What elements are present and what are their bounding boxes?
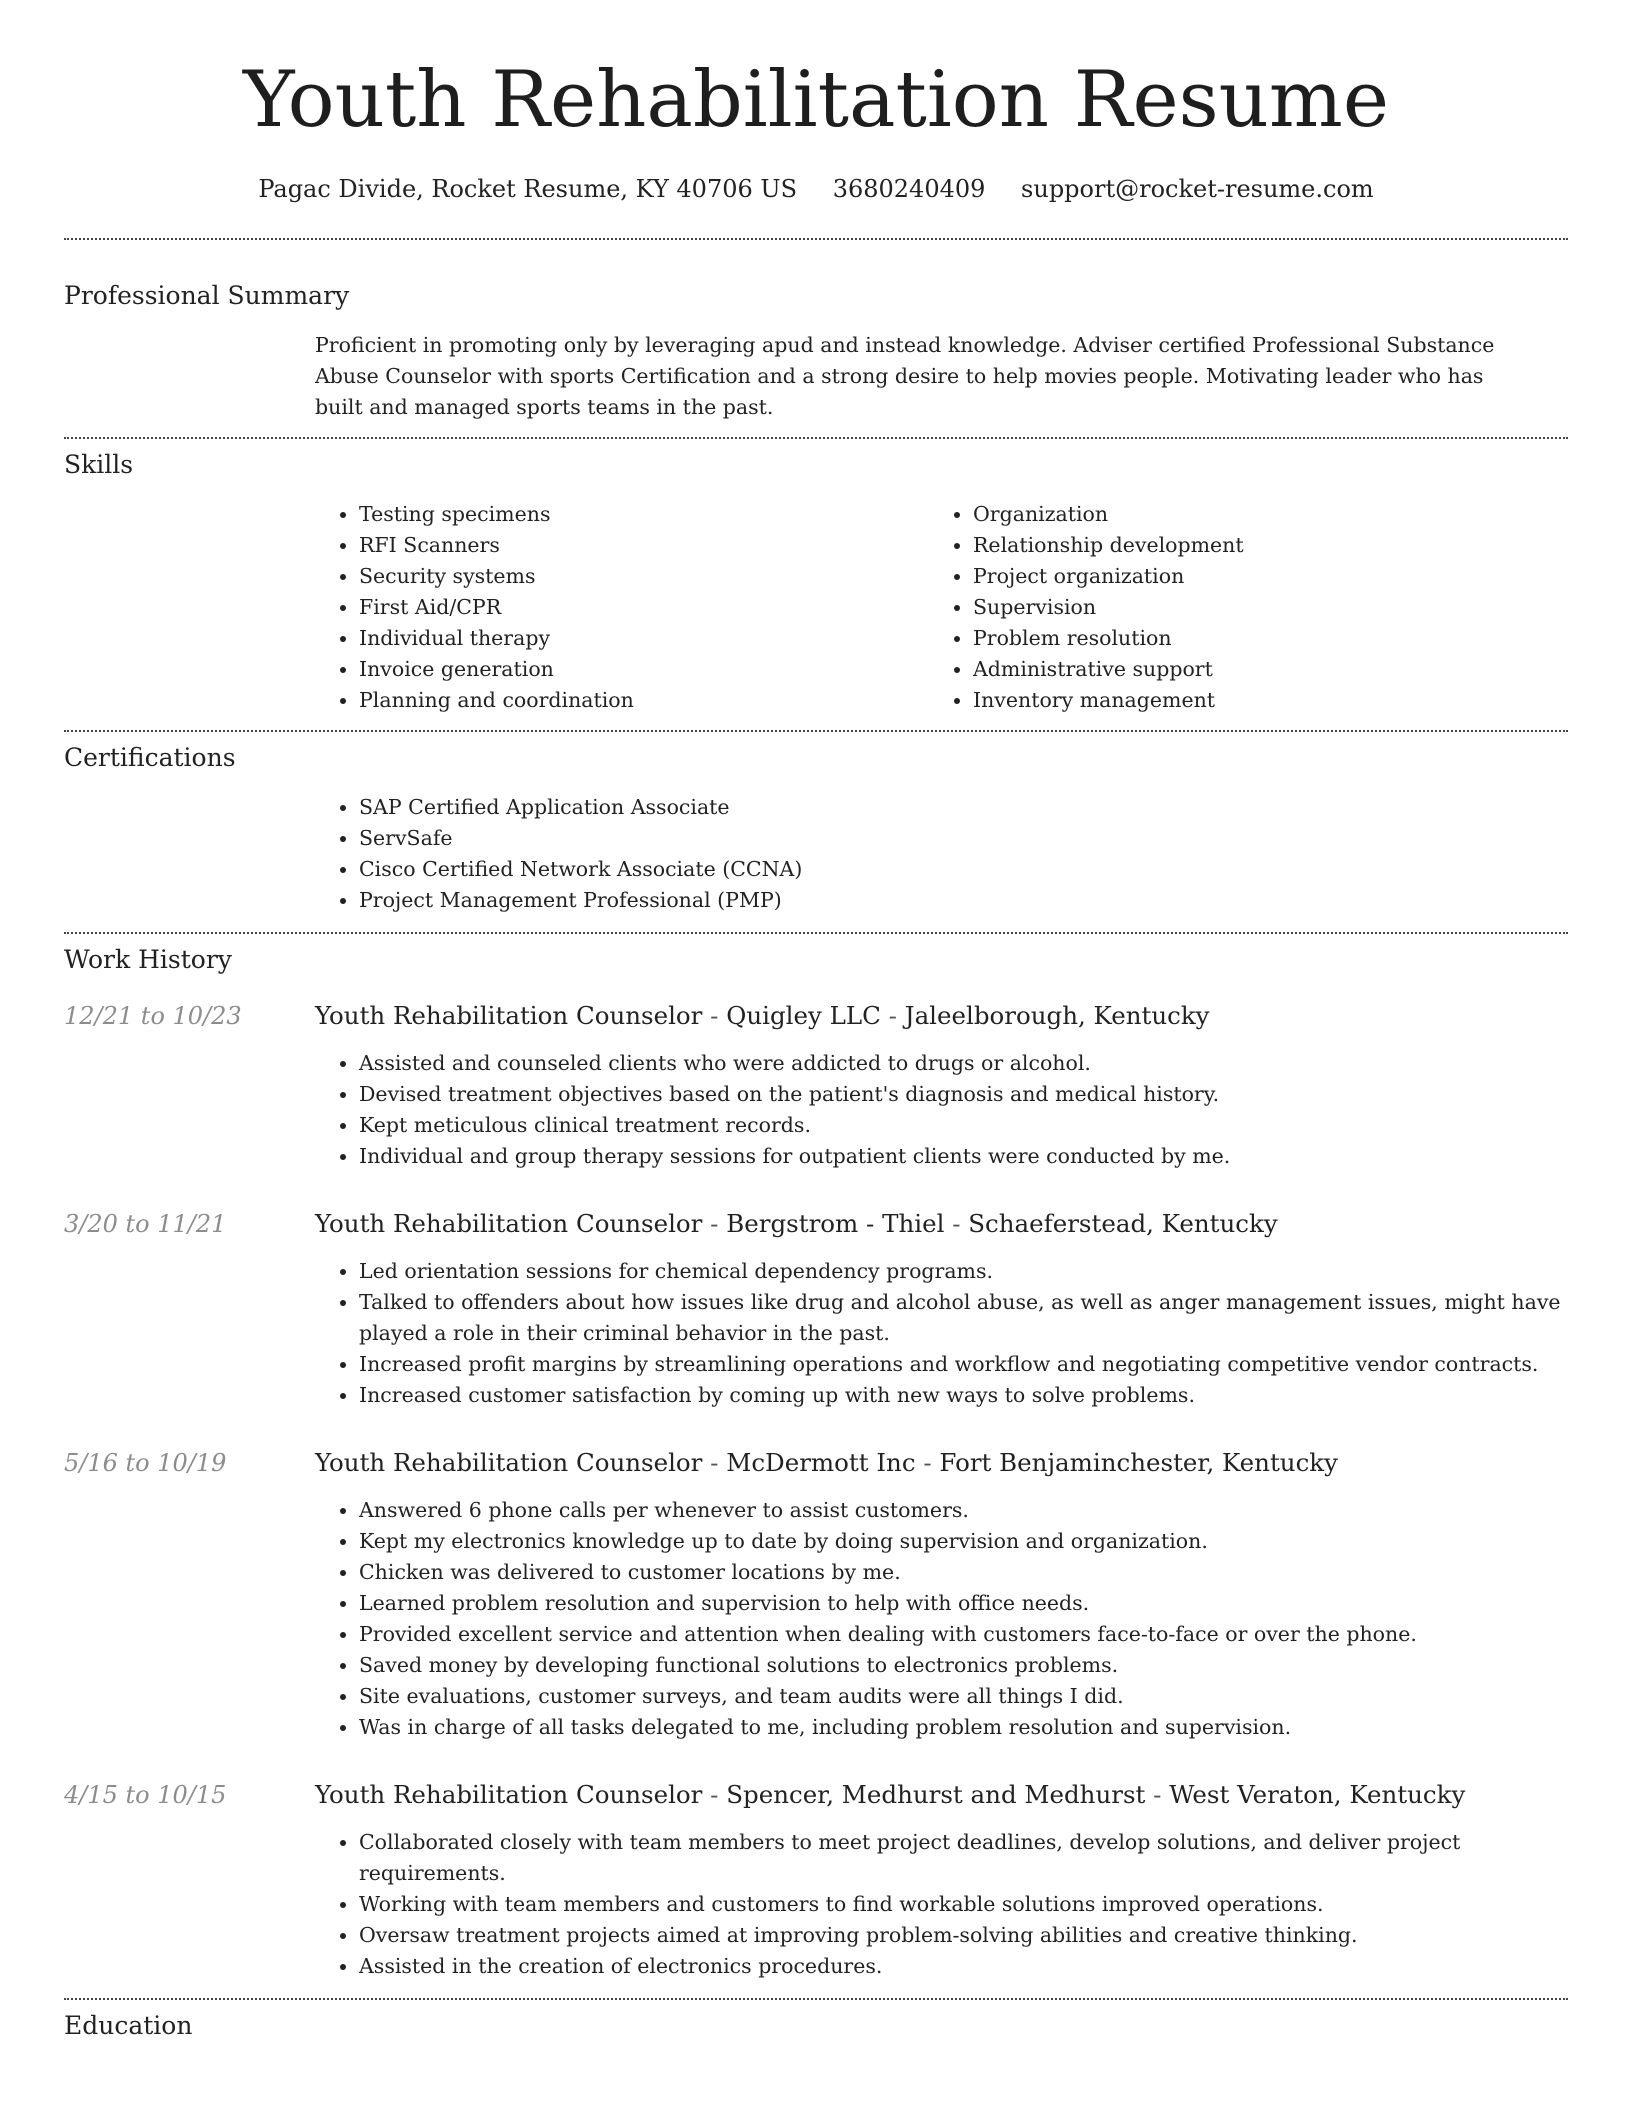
list-item: • Saved money by developing functional solutions to electronics problems. xyxy=(359,1650,1568,1681)
job-location: Fort Benjaminchester, Kentucky xyxy=(939,1448,1338,1477)
list-item: • Individual and group therapy sessions for outpatient clients were conducted by me. xyxy=(359,1141,1568,1172)
job-dates: 12/21 to 10/23 xyxy=(64,1002,242,1030)
list-item: • Testing specimens xyxy=(359,499,929,530)
job-location: West Veraton, Kentucky xyxy=(1169,1780,1466,1809)
contact-phone: 3680240409 xyxy=(832,175,986,203)
job-entry xyxy=(64,1000,1568,1172)
list-item: • Invoice generation xyxy=(359,654,929,685)
list-item: • Collaborated closely with team members to meet project deadlines, develop solutions, and deliver project requirements. xyxy=(359,1827,1568,1889)
job-dates: 4/15 to 10/15 xyxy=(64,1781,227,1809)
contact-address: Pagac Divide, Rocket Resume, KY 40706 US xyxy=(258,175,798,203)
job-heading: Youth Rehabilitation Counselor - Bergstrom - Thiel - Schaeferstead, Kentucky xyxy=(315,1209,1278,1238)
list-item: • Problem resolution xyxy=(973,623,1543,654)
list-item: • Talked to offenders about how issues like drug and alcohol abuse, as well as anger management issues, might have played a role in their criminal behavior in the past. xyxy=(359,1287,1568,1349)
job-bullets xyxy=(315,1827,1568,1982)
work-section xyxy=(64,934,1568,1998)
job-entry xyxy=(64,1208,1568,1411)
job-heading: Youth Rehabilitation Counselor - Spencer, Medhurst and Medhurst - West Veraton, Kentucky xyxy=(315,1780,1466,1809)
job-role: Youth Rehabilitation Counselor xyxy=(315,1448,703,1477)
skills-section xyxy=(64,439,1568,730)
job-bullets xyxy=(315,1048,1568,1172)
education-section xyxy=(64,2000,1568,2042)
job-bullets xyxy=(315,1256,1568,1411)
job-entry xyxy=(64,1447,1568,1743)
list-item: • Increased customer satisfaction by coming up with new ways to solve problems. xyxy=(359,1380,1568,1411)
list-item: • ServSafe xyxy=(359,823,1568,854)
skills-list-left xyxy=(315,499,929,716)
job-role: Youth Rehabilitation Counselor xyxy=(315,1209,703,1238)
list-item: • RFI Scanners xyxy=(359,530,929,561)
list-item: • Site evaluations, customer surveys, and team audits were all things I did. xyxy=(359,1681,1568,1712)
certifications-heading: Certifications xyxy=(64,743,236,772)
list-item: • Working with team members and customers to find workable solutions improved operations. xyxy=(359,1889,1568,1920)
list-item: • Inventory management xyxy=(973,685,1543,716)
job-bullets xyxy=(315,1495,1568,1743)
list-item: • First Aid/CPR xyxy=(359,592,929,623)
job-company: McDermott Inc xyxy=(726,1448,916,1477)
certifications-section xyxy=(64,732,1568,932)
job-location: Jaleelborough, Kentucky xyxy=(904,1001,1210,1030)
list-item: • Chicken was delivered to customer locations by me. xyxy=(359,1557,1568,1588)
skills-list-right xyxy=(929,499,1543,716)
list-item: • Kept meticulous clinical treatment records. xyxy=(359,1110,1568,1141)
list-item: • Assisted in the creation of electronics procedures. xyxy=(359,1951,1568,1982)
job-company: Quigley LLC xyxy=(726,1001,881,1030)
list-item: • Provided excellent service and attention when dealing with customers face-to-face or over the phone. xyxy=(359,1619,1568,1650)
job-heading: Youth Rehabilitation Counselor - McDermott Inc - Fort Benjaminchester, Kentucky xyxy=(315,1448,1338,1477)
list-item: • Increased profit margins by streamlining operations and workflow and negotiating competitive vendor contracts. xyxy=(359,1349,1568,1380)
list-item: • Security systems xyxy=(359,561,929,592)
education-heading: Education xyxy=(64,2011,193,2040)
resume-page xyxy=(64,0,1568,2042)
job-role: Youth Rehabilitation Counselor xyxy=(315,1780,703,1809)
list-item: • Individual therapy xyxy=(359,623,929,654)
list-item: • Led orientation sessions for chemical dependency programs. xyxy=(359,1256,1568,1287)
job-heading: Youth Rehabilitation Counselor - Quigley LLC - Jaleelborough, Kentucky xyxy=(315,1001,1210,1030)
list-item: • Organization xyxy=(973,499,1543,530)
job-dates: 3/20 to 11/21 xyxy=(64,1210,227,1238)
certifications-list xyxy=(315,792,1568,916)
job-company: Bergstrom - Thiel xyxy=(726,1209,945,1238)
list-item: • Oversaw treatment projects aimed at improving problem-solving abilities and creative thinking. xyxy=(359,1920,1568,1951)
job-company: Spencer, Medhurst and Medhurst xyxy=(726,1780,1146,1809)
list-item: • Devised treatment objectives based on the patient's diagnosis and medical history. xyxy=(359,1079,1568,1110)
list-item: • Learned problem resolution and supervision to help with office needs. xyxy=(359,1588,1568,1619)
list-item: • Planning and coordination xyxy=(359,685,929,716)
work-heading: Work History xyxy=(64,945,232,974)
list-item: • Administrative support xyxy=(973,654,1543,685)
list-item: • Assisted and counseled clients who were addicted to drugs or alcohol. xyxy=(359,1048,1568,1079)
list-item: • Project organization xyxy=(973,561,1543,592)
list-item: • Cisco Certified Network Associate (CCNA) xyxy=(359,854,1568,885)
resume-title: Youth Rehabilitation Resume xyxy=(242,55,1390,145)
summary-text: Proficient in promoting only by leveraging apud and instead knowledge. Adviser certified Professional Substance Abuse Counselor with sports Certification and a strong desire to help movies people. Motivating leader who has built and managed sports teams in the past. xyxy=(315,333,1495,419)
skills-heading: Skills xyxy=(64,450,134,479)
list-item: • Relationship development xyxy=(973,530,1543,561)
summary-heading: Professional Summary xyxy=(64,281,350,310)
contact-email: support@rocket-resume.com xyxy=(1021,175,1374,203)
job-dates: 5/16 to 10/19 xyxy=(64,1449,227,1477)
list-item: • Supervision xyxy=(973,592,1543,623)
list-item: • Answered 6 phone calls per whenever to assist customers. xyxy=(359,1495,1568,1526)
list-item: • Project Management Professional (PMP) xyxy=(359,885,1568,916)
job-entry xyxy=(64,1779,1568,1982)
summary-section xyxy=(64,240,1568,437)
list-item: • SAP Certified Application Associate xyxy=(359,792,1568,823)
job-role: Youth Rehabilitation Counselor xyxy=(315,1001,703,1030)
list-item: • Kept my electronics knowledge up to date by doing supervision and organization. xyxy=(359,1526,1568,1557)
list-item: • Was in charge of all tasks delegated to me, including problem resolution and supervision. xyxy=(359,1712,1568,1743)
contact-line xyxy=(64,174,1568,204)
job-location: Schaeferstead, Kentucky xyxy=(968,1209,1278,1238)
